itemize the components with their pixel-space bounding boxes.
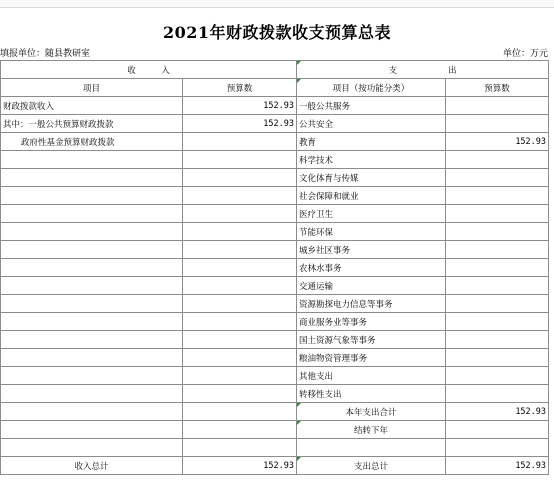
income-value-cell[interactable]	[183, 187, 297, 205]
expense-item-cell[interactable]: 交通运输	[297, 277, 446, 295]
comment-marker-icon	[297, 457, 301, 461]
table-row	[1, 331, 549, 349]
table-row	[1, 313, 549, 331]
unit-line	[0, 46, 554, 60]
income-item-cell[interactable]	[1, 259, 183, 277]
expense-value-cell[interactable]	[446, 115, 549, 133]
table-cell[interactable]	[446, 439, 549, 457]
table-row	[1, 349, 549, 367]
expense-total-label-cell[interactable]	[297, 457, 446, 475]
income-item-cell[interactable]	[1, 385, 183, 403]
unit-label: 单位：万元	[502, 49, 548, 59]
income-value-cell[interactable]	[183, 259, 297, 277]
col-budget2-header[interactable]: 预算数	[446, 79, 549, 97]
income-value-cell[interactable]	[183, 313, 297, 331]
expense-item-cell[interactable]: 其他支出	[297, 367, 446, 385]
expense-item-cell[interactable]: 资源勘探电力信息等事务	[297, 295, 446, 313]
col-item-func-label: 项目（按功能分类）	[332, 83, 410, 94]
expense-item-cell[interactable]: 国土资源气象等事务	[297, 331, 446, 349]
income-value-cell[interactable]	[183, 241, 297, 259]
expense-item-cell[interactable]: 社会保障和就业	[297, 187, 446, 205]
blank-row	[1, 439, 549, 457]
table-cell[interactable]	[1, 439, 183, 457]
expense-value-cell[interactable]	[446, 223, 549, 241]
income-value-cell[interactable]: 152.93	[183, 115, 297, 133]
income-item-cell[interactable]	[1, 205, 183, 223]
header-row-1	[1, 61, 549, 79]
comment-marker-icon	[297, 79, 301, 83]
expense-value-cell[interactable]	[446, 241, 549, 259]
table-row	[1, 385, 549, 403]
table-row	[1, 367, 549, 385]
year-total-label: 本年支出合计	[345, 407, 397, 418]
budget-table	[0, 60, 549, 475]
income-value-cell[interactable]	[183, 277, 297, 295]
income-total-value[interactable]: 152.93	[183, 457, 297, 475]
income-value-cell[interactable]	[183, 367, 297, 385]
income-value-cell[interactable]	[183, 205, 297, 223]
income-item-cell[interactable]	[1, 295, 183, 313]
carry-value[interactable]	[446, 421, 549, 439]
expense-header[interactable]	[297, 61, 549, 79]
expense-item-cell[interactable]: 转移性支出	[297, 385, 446, 403]
income-item-cell[interactable]: 政府性基金预算财政拨款	[1, 133, 183, 151]
income-value-cell[interactable]	[183, 133, 297, 151]
income-item-cell[interactable]	[1, 187, 183, 205]
expense-value-cell[interactable]	[446, 331, 549, 349]
income-item-cell[interactable]: 财政拨款收入	[1, 97, 183, 115]
year-total-label-cell[interactable]	[297, 403, 446, 421]
table-cell[interactable]	[1, 403, 183, 421]
expense-item-cell[interactable]: 农林水事务	[297, 259, 446, 277]
table-row	[1, 133, 549, 151]
expense-item-cell[interactable]: 城乡社区事务	[297, 241, 446, 259]
income-item-cell[interactable]	[1, 313, 183, 331]
expense-item-cell[interactable]: 医疗卫生	[297, 205, 446, 223]
filler-unit-label: 填报单位：随县教研室	[0, 49, 91, 59]
income-item-cell[interactable]	[1, 349, 183, 367]
income-item-cell[interactable]	[1, 223, 183, 241]
income-item-cell[interactable]	[1, 277, 183, 295]
income-item-cell[interactable]	[1, 331, 183, 349]
sheet-top-strip	[0, 0, 554, 8]
table-row	[1, 277, 549, 295]
expense-item-cell[interactable]: 教育	[297, 133, 446, 151]
expense-value-cell[interactable]	[446, 295, 549, 313]
table-cell[interactable]	[1, 421, 183, 439]
table-row	[1, 97, 549, 115]
expense-value-cell[interactable]	[446, 169, 549, 187]
col-item-header[interactable]: 项目	[1, 79, 183, 97]
expense-value-cell[interactable]	[446, 97, 549, 115]
income-value-cell[interactable]	[183, 331, 297, 349]
expense-item-cell[interactable]: 文化体育与传媒	[297, 169, 446, 187]
income-value-cell[interactable]	[183, 349, 297, 367]
table-row	[1, 223, 549, 241]
table-row	[1, 187, 549, 205]
expense-value-cell[interactable]	[446, 205, 549, 223]
income-item-cell[interactable]	[1, 151, 183, 169]
header-row-2	[1, 79, 549, 97]
income-value-cell[interactable]	[183, 295, 297, 313]
expense-item-cell[interactable]: 商业服务业等事务	[297, 313, 446, 331]
expense-value-cell[interactable]	[446, 385, 549, 403]
table-row	[1, 151, 549, 169]
page-title: 2021年财政拨款收支预算总表	[162, 23, 392, 42]
col-item-func-header[interactable]	[297, 79, 446, 97]
income-value-cell[interactable]	[183, 385, 297, 403]
table-row	[1, 295, 549, 313]
expense-total-label: 支出总计	[354, 461, 389, 472]
col-budget-header[interactable]: 预算数	[183, 79, 297, 97]
expense-item-cell[interactable]: 科学技术	[297, 151, 446, 169]
expense-item-cell[interactable]: 节能环保	[297, 223, 446, 241]
expense-header-label: 支 出	[388, 65, 457, 76]
income-value-cell[interactable]	[183, 169, 297, 187]
year-total-value[interactable]: 152.93	[446, 403, 549, 421]
expense-value-cell[interactable]	[446, 313, 549, 331]
year-total-row	[1, 403, 549, 421]
income-item-cell[interactable]: 其中：一般公共预算财政拨款	[1, 115, 183, 133]
income-item-cell[interactable]	[1, 169, 183, 187]
table-cell[interactable]	[183, 439, 297, 457]
table-cell[interactable]	[183, 421, 297, 439]
expense-value-cell[interactable]	[446, 277, 549, 295]
table-row	[1, 115, 549, 133]
grand-total-row	[1, 457, 549, 475]
carry-label-cell[interactable]	[297, 421, 446, 439]
income-total-label[interactable]: 收入总计	[1, 457, 183, 475]
table-cell[interactable]	[297, 439, 446, 457]
expense-item-cell[interactable]: 粮油物资管理事务	[297, 349, 446, 367]
income-header[interactable]: 收 入	[1, 61, 297, 79]
table-row	[1, 241, 549, 259]
expense-item-cell[interactable]: 一般公共服务	[297, 97, 446, 115]
expense-value-cell[interactable]	[446, 187, 549, 205]
table-row	[1, 205, 549, 223]
table-row	[1, 259, 549, 277]
carry-row	[1, 421, 549, 439]
expense-value-cell[interactable]	[446, 367, 549, 385]
income-value-cell[interactable]	[183, 151, 297, 169]
comment-marker-icon	[297, 421, 301, 425]
expense-item-cell[interactable]: 公共安全	[297, 115, 446, 133]
expense-value-cell[interactable]	[446, 151, 549, 169]
expense-value-cell[interactable]	[446, 259, 549, 277]
comment-marker-icon	[297, 403, 301, 407]
income-item-cell[interactable]	[1, 367, 183, 385]
expense-value-cell[interactable]	[446, 349, 549, 367]
comment-marker-icon	[297, 61, 301, 65]
expense-total-value[interactable]: 152.93	[446, 457, 549, 475]
carry-label: 结转下年	[354, 425, 389, 436]
income-item-cell[interactable]	[1, 241, 183, 259]
expense-value-cell[interactable]: 152.93	[446, 133, 549, 151]
income-value-cell[interactable]: 152.93	[183, 97, 297, 115]
table-cell[interactable]	[183, 403, 297, 421]
table-row	[1, 169, 549, 187]
income-value-cell[interactable]	[183, 223, 297, 241]
